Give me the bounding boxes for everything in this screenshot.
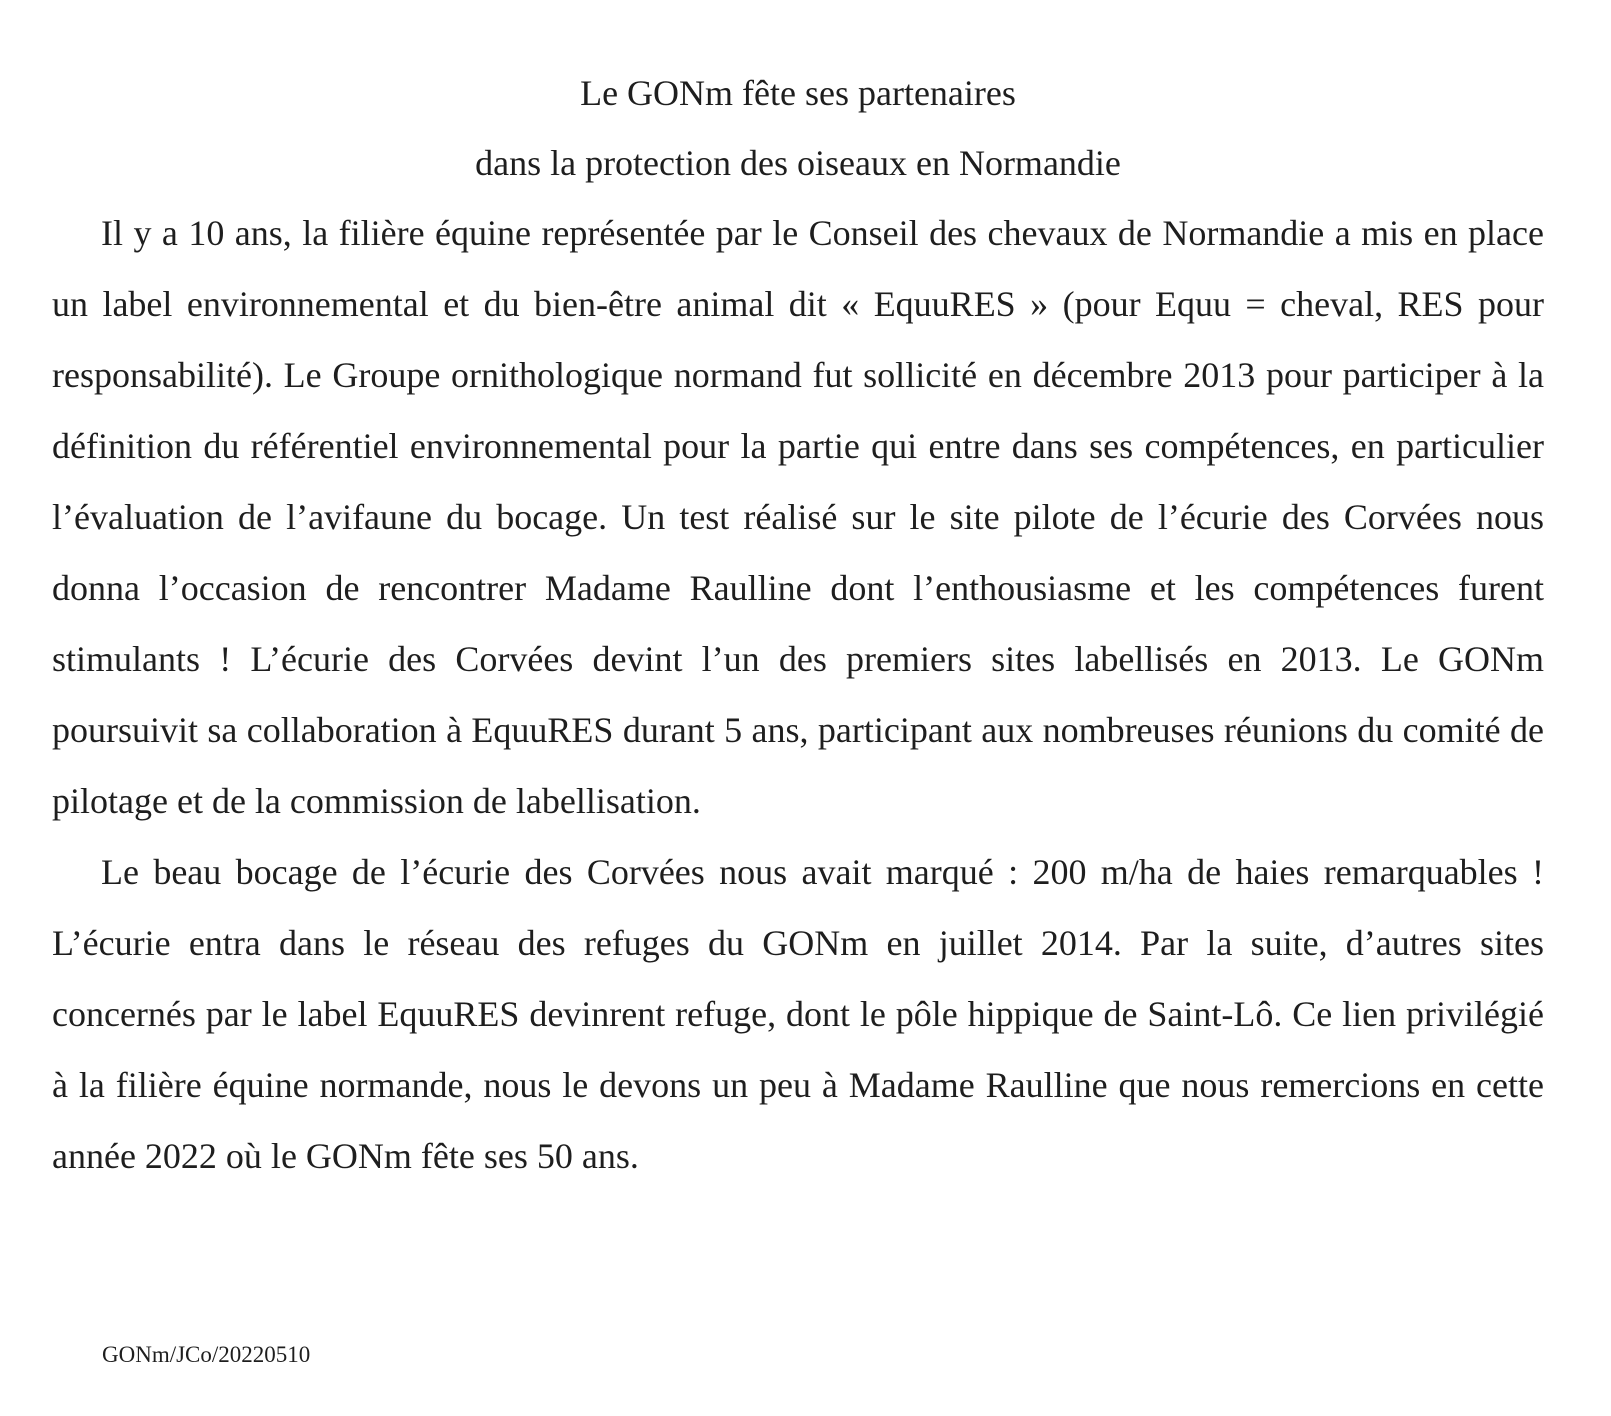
title-line-2: dans la protection des oiseaux en Normandie — [475, 143, 1121, 183]
paragraph-2: Le beau bocage de l’écurie des Corvées nous avait marqué : 200 m/ha de haies remarquables ! L’écurie entra dans le réseau des refuges du GONm en juillet 2014. Par la suite, d’autres sites concernés par le label EquuRES devinrent refuge, dont le pôle hippique de Saint-Lô. Ce lien privilégié à la filière équine normande, nous le devons un peu à Madame Raulline que nous remercions en cette année 2022 où le GONm fête ses 50 ans. — [52, 852, 1544, 1176]
document-reference: GONm/JCo/20220510 — [102, 1342, 311, 1367]
title-line-1: Le GONm fête ses partenaires — [580, 73, 1016, 113]
document-title — [52, 58, 1544, 198]
document-page — [52, 58, 1544, 1192]
paragraph-1: Il y a 10 ans, la filière équine représentée par le Conseil des chevaux de Normandie a mis en place un label environnemental et du bien-être animal dit « EquuRES » (pour Equu = cheval, RES pour responsabilité). Le Groupe ornithologique normand fut sollicité en décembre 2013 pour participer à la définition du référentiel environnemental pour la partie qui entre dans ses compétences, en particulier l’évaluation de l’avifaune du bocage. Un test réalisé sur le site pilote de l’écurie des Corvées nous donna l’occasion de rencontrer Madame Raulline dont l’enthousiasme et les compétences furent stimulants ! L’écurie des Corvées devint l’un des premiers sites labellisés en 2013. Le GONm poursuivit sa collaboration à EquuRES durant 5 ans, participant aux nombreuses réunions du comité de pilotage et de la commission de labellisation. — [52, 213, 1544, 821]
